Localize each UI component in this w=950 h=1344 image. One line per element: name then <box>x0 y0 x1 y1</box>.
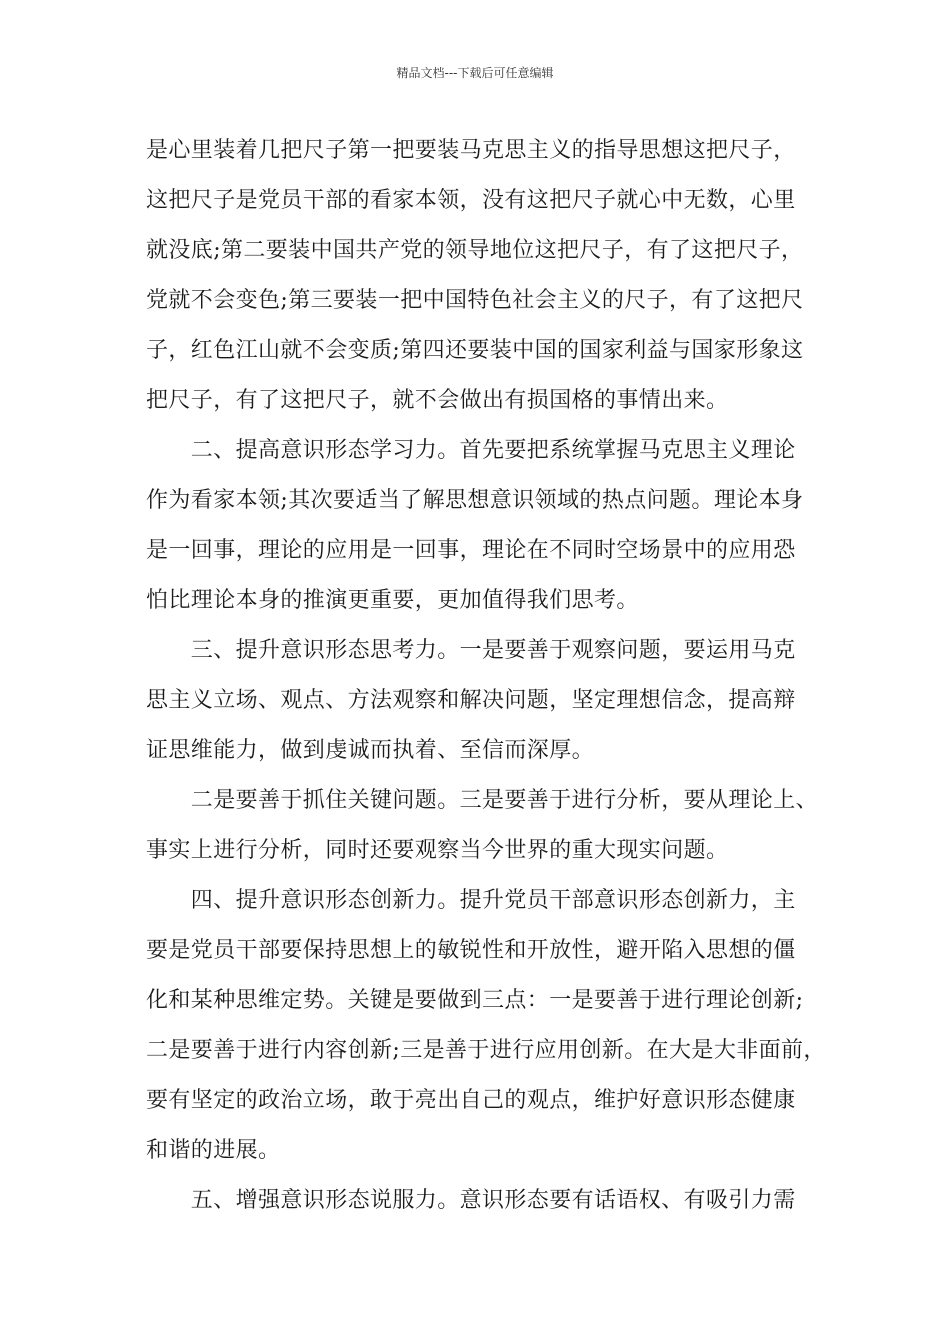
text-line: 这把尺子是党员干部的看家本领，没有这把尺子就心中无数，心里 <box>146 188 796 213</box>
paragraph <box>146 876 826 1176</box>
paragraph <box>146 626 826 776</box>
text-line: 和谐的进展。 <box>146 1138 281 1163</box>
text-line: 事实上进行分析，同时还要观察当今世界的重大现实问题。 <box>146 838 729 863</box>
text-line: 是一回事，理论的应用是一回事，理论在不同时空场景中的应用恐 <box>146 538 796 563</box>
text-line: 化和某种思维定势。关键是要做到三点：一是要善于进行理论创新; <box>146 988 804 1013</box>
text-line: 要是党员干部要保持思想上的敏锐性和开放性，避开陷入思想的僵 <box>146 938 796 963</box>
text-line: 是心里装着几把尺子第一把要装马克思主义的指导思想这把尺子， <box>146 138 796 163</box>
text-line: 子，红色江山就不会变质;第四还要装中国的国家利益与国家形象这 <box>146 338 804 363</box>
text-line: 党就不会变色;第三要装一把中国特色社会主义的尺子，有了这把尺 <box>146 288 804 313</box>
paragraph <box>146 426 826 626</box>
text-line: 就没底;第二要装中国共产党的领导地位这把尺子，有了这把尺子， <box>146 238 804 263</box>
text-line: 怕比理论本身的推演更重要，更加值得我们思考。 <box>146 588 639 613</box>
text-line: 要有坚定的政治立场，敢于亮出自己的观点，维护好意识形态健康 <box>146 1088 796 1113</box>
text-line: 思主义立场、观点、方法观察和解决问题，坚定理想信念，提高辩 <box>146 688 796 713</box>
page-header: 精品文档---下载后可任意编辑 <box>396 66 554 80</box>
text-line: 四、提升意识形态创新力。提升党员干部意识形态创新力，主 <box>146 888 796 913</box>
paragraph <box>146 126 826 426</box>
text-line: 二、提高意识形态学习力。首先要把系统掌握马克思主义理论 <box>146 438 796 463</box>
document-body <box>146 126 826 1226</box>
text-line: 作为看家本领;其次要适当了解思想意识领域的热点问题。理论本身 <box>146 488 804 513</box>
text-line: 三、提升意识形态思考力。一是要善于观察问题，要运用马克 <box>146 638 796 663</box>
text-line: 把尺子，有了这把尺子，就不会做出有损国格的事情出来。 <box>146 388 729 413</box>
text-line: 二是要善于抓住关键问题。三是要善于进行分析，要从理论上、 <box>146 788 819 813</box>
text-line: 五、增强意识形态说服力。意识形态要有话语权、有吸引力需 <box>146 1188 796 1213</box>
text-line: 证思维能力，做到虔诚而执着、至信而深厚。 <box>146 738 595 763</box>
paragraph <box>146 776 826 876</box>
paragraph <box>146 1176 826 1226</box>
text-line: 二是要善于进行内容创新;三是善于进行应用创新。在大是大非面前， <box>146 1038 826 1063</box>
